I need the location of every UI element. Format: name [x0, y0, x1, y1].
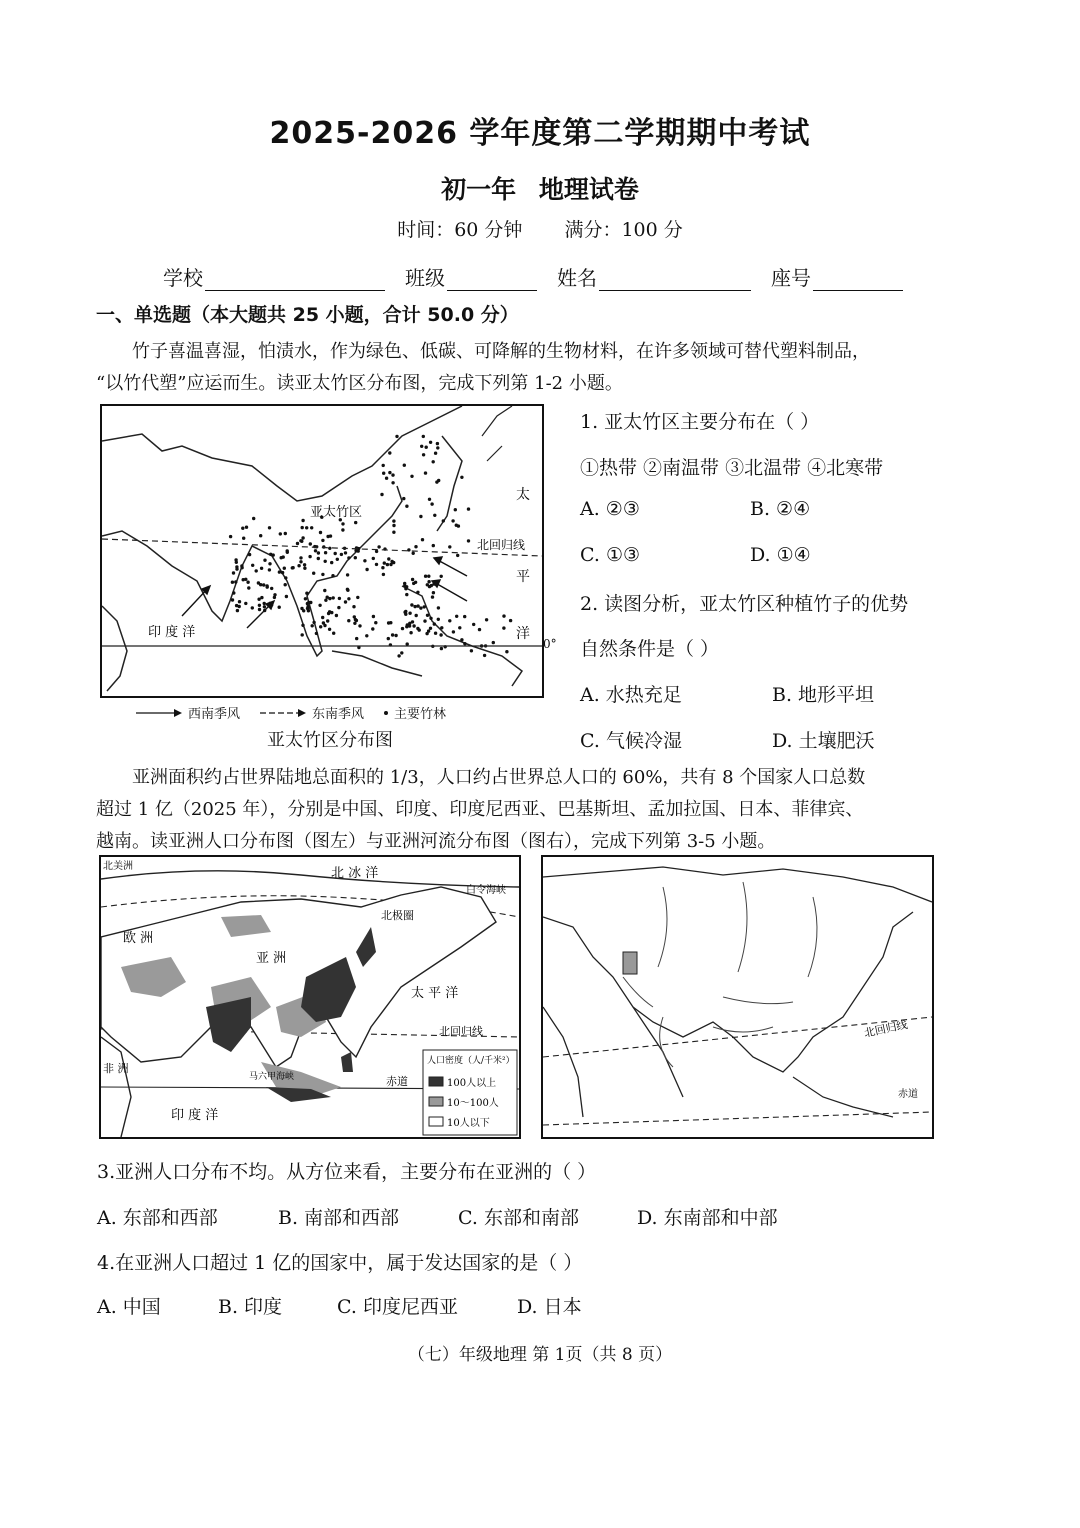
density-legend-title: 人口密度（人/千米²）	[427, 1056, 515, 1066]
passage-2-line: 亚洲面积约占世界陆地总面积的 1/3，人口约占世界总人口的 60%，共有 8 个国家人口总数	[132, 767, 866, 788]
pacific-label-3: 洋	[516, 626, 530, 642]
name-label: 姓名	[557, 266, 597, 290]
malacca-strait-label: 马六甲海峡	[249, 1072, 295, 1082]
tropic-of-cancer-label: 北回归线	[477, 538, 526, 552]
q3-option-c[interactable]: C. 东部和南部	[458, 1207, 579, 1229]
q2-option-c[interactable]: C. 气候冷湿	[580, 730, 682, 752]
legend-low-density: 10人以下	[447, 1118, 490, 1129]
equator-label-3: 赤道	[898, 1089, 918, 1100]
asia-population-map	[99, 855, 521, 1139]
legend-se-monsoon: 东南季风	[312, 707, 365, 722]
student-info-fields	[163, 262, 923, 291]
passage-2-line: 超过 1 亿（2025 年），分别是中国、印度、印度尼西亚、巴基斯坦、孟加拉国、日本、菲律宾、	[96, 799, 864, 820]
class-label: 班级	[405, 266, 445, 290]
q2-option-a[interactable]: A. 水热充足	[580, 684, 682, 706]
legend-sw-monsoon: 西南季风	[188, 707, 241, 722]
legend-high-density: 100人以上	[447, 1078, 497, 1089]
equator-label: 0°	[543, 637, 557, 651]
q1-stem: 1. 亚太竹区主要分布在（ ）	[580, 411, 820, 433]
q3-option-a[interactable]: A. 东部和西部	[97, 1207, 218, 1229]
seat-blank[interactable]	[813, 270, 903, 291]
arctic-circle-label: 北极圈	[381, 909, 414, 922]
legend-bamboo: 主要竹林	[394, 707, 447, 722]
q3-option-b[interactable]: B. 南部和西部	[278, 1207, 400, 1229]
indian-ocean-label-2: 印 度 洋	[171, 1108, 219, 1123]
q1-option-a[interactable]: A. ②③	[580, 498, 640, 520]
page-footer: （七）年级地理 第 1页（共 8 页）	[407, 1345, 673, 1365]
passage-1-line: “以竹代塑”应运而生。读亚太竹区分布图，完成下列第 1-2 小题。	[96, 373, 623, 394]
q4-option-b[interactable]: B. 印度	[218, 1296, 283, 1318]
q2-stem-line1: 2. 读图分析，亚太竹区种植竹子的优势	[580, 593, 909, 615]
map1-legend	[136, 703, 446, 722]
legend-mid-density: 10～100人	[447, 1098, 499, 1109]
school-label: 学校	[163, 266, 203, 290]
q2-stem-line2: 自然条件是（ ）	[580, 638, 720, 660]
q2-option-d[interactable]: D. 土壤肥沃	[772, 730, 875, 752]
bering-strait-label: 白令海峡	[466, 885, 506, 896]
q1-option-c[interactable]: C. ①③	[580, 544, 641, 566]
q4-option-a[interactable]: A. 中国	[97, 1296, 161, 1318]
q3-stem: 3.亚洲人口分布不均。从方位来看，主要分布在亚洲的（ ）	[97, 1161, 597, 1183]
equator-label-2: 赤道	[386, 1075, 408, 1088]
q4-option-d[interactable]: D. 日本	[517, 1296, 582, 1318]
bamboo-region-map	[100, 404, 544, 698]
exam-full-score: 满分：100 分	[564, 219, 683, 241]
bamboo-region-label: 亚太竹区	[310, 505, 363, 520]
school-blank[interactable]	[205, 270, 385, 291]
q3-option-d[interactable]: D. 东南部和中部	[637, 1207, 778, 1229]
name-blank[interactable]	[599, 270, 751, 291]
europe-label: 欧 洲	[123, 931, 154, 946]
africa-label: 非 洲	[103, 1062, 129, 1075]
passage-2-line: 越南。读亚洲人口分布图（图左）与亚洲河流分布图（图右），完成下列第 3-5 小题。	[96, 831, 776, 852]
asia-river-map	[541, 855, 934, 1139]
passage-2	[96, 762, 976, 858]
legend-dot-icon	[384, 711, 388, 715]
q1-option-b[interactable]: B. ②④	[750, 498, 811, 520]
q4-stem: 4.在亚洲人口超过 1 亿的国家中，属于发达国家的是（ ）	[97, 1252, 583, 1274]
pacific-ocean-label: 太 平 洋	[411, 986, 459, 1001]
section-heading: 一、单选题（本大题共 25 小题，合计 50.0 分）	[96, 304, 519, 326]
arctic-ocean-label: 北 冰 洋	[331, 866, 379, 881]
bamboo-forest-dots	[229, 435, 512, 658]
pacific-label-1: 太	[516, 487, 530, 503]
indian-ocean-label: 印 度 洋	[148, 625, 196, 640]
exam-subtitle: 初一年 地理试卷	[441, 175, 639, 204]
tropic-label-3: 北回归线	[862, 1018, 909, 1040]
exam-title: 2025-2026 学年度第二学期期中考试	[269, 116, 811, 151]
passage-1	[96, 336, 976, 400]
class-blank[interactable]	[447, 270, 537, 291]
exam-time: 时间：60 分钟	[397, 219, 523, 241]
tropic-label-2: 北回归线	[439, 1025, 483, 1038]
q2-option-b[interactable]: B. 地形平坦	[772, 684, 875, 706]
q1-items: ①热带 ②南温带 ③北温带 ④北寒带	[580, 457, 884, 479]
map1-caption: 亚太竹区分布图	[267, 730, 393, 751]
q4-option-c[interactable]: C. 印度尼西亚	[337, 1296, 458, 1318]
asia-label: 亚 洲	[256, 951, 287, 966]
q1-option-d[interactable]: D. ①④	[750, 544, 811, 566]
passage-1-line: 竹子喜温喜湿，怕渍水，作为绿色、低碳、可降解的生物材料，在许多领域可替代塑料制品，	[132, 341, 870, 362]
north-america-label: 北美洲	[103, 861, 133, 872]
exam-time-score	[0, 215, 1080, 242]
seat-label: 座号	[771, 266, 811, 290]
pacific-label-2: 平	[516, 569, 530, 585]
